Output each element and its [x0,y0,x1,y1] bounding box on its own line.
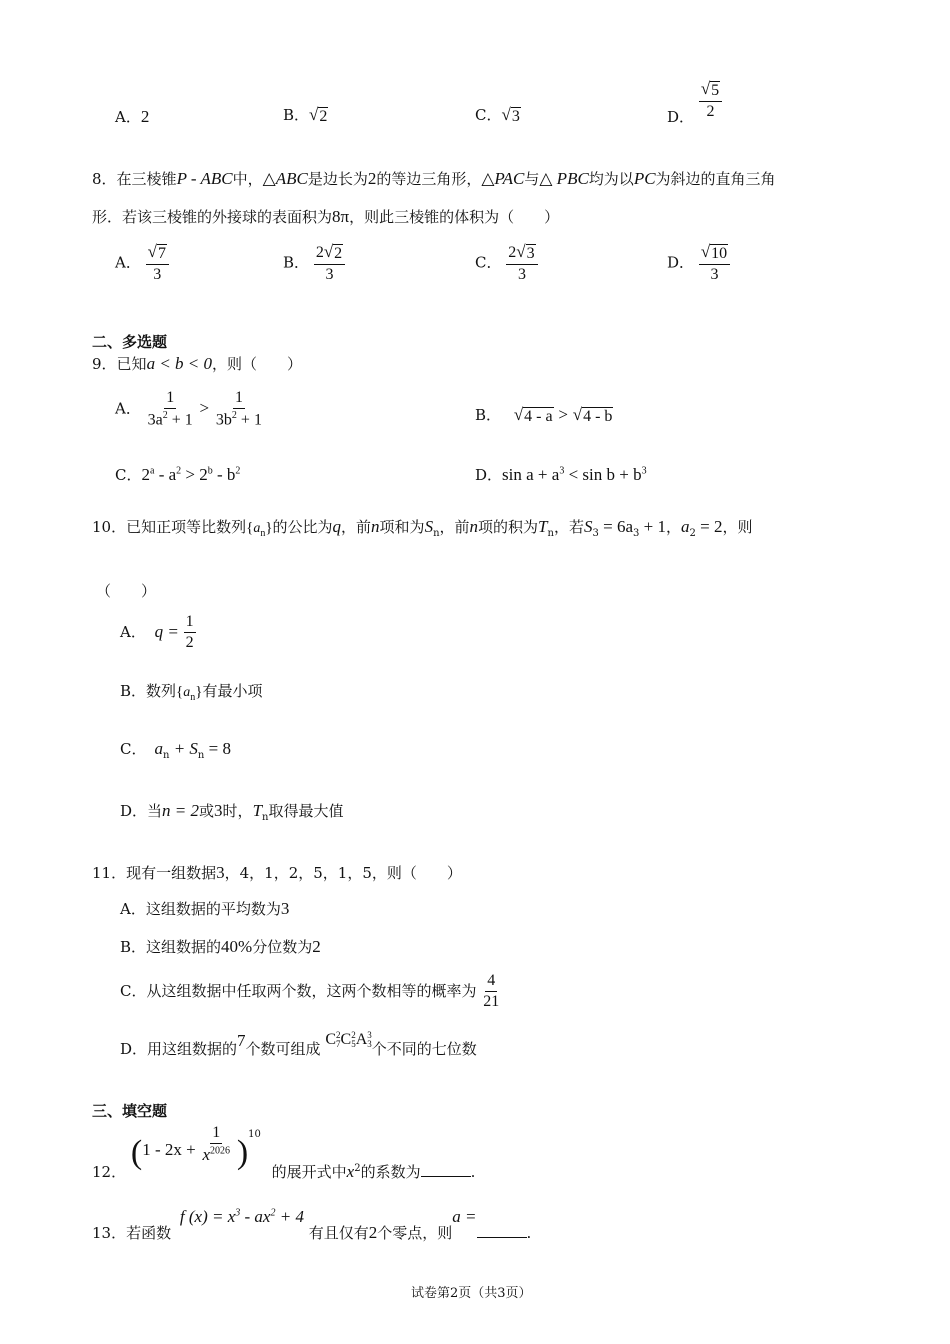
q11-option-a: A．这组数据的平均数为3 [120,899,290,918]
q12-stem: 12． (1 - 2x + $\frac{1}{x^{2026}}$ )$^{10}$ 的展开式中$x^2$的系数为 . [92,1124,476,1181]
q8-option-b: B． 2 √ 2 3 [283,243,345,284]
q9-option-b: B． √ 4 - a > √ 4 - b [475,405,613,425]
q13-answer-blank[interactable] [477,1237,527,1238]
q10-option-c: C． $a_n + S_n = 8$ [120,739,231,761]
q12-answer-blank[interactable] [421,1176,471,1177]
q8-line1: 8．在三棱锥P - ABC中，△ABC是边长为2的等边三角形，△PAC与△ PBC均为以PC为斜边的直角三角 [92,169,776,188]
section-title-fill-in: 三、填空题 [92,1102,168,1120]
q8-line2: 形．若该三棱锥的外接球的表面积为8π，则此三棱锥的体积为（ ） [92,207,560,226]
q8-option-d: D． √ 10 3 [667,243,730,284]
q7-option-b: B． √ 2 [283,105,328,125]
q10-option-b: B．数列$\{a_n\}$有最小项 [120,682,263,703]
q7-option-a: A．2 [115,107,150,126]
q10-stem: 10．已知正项等比数列$\{a_n\}$的公比为q，前n项和为$S_n$，前n项的积为$T_n$，若$S_3 = 6a_3 + 1$，$a_2 = 2$，则 [92,517,753,539]
q10-option-d: D．当n = 2或3时，$T_n$取得最大值 [120,801,344,823]
q11-option-d: D．用这组数据的7个数可组成 C 2 7 C 2 5 A 3 3 个不同的七位数 [120,1030,477,1058]
q13-stem: 13．若函数 f $(x) = x^3 - ax^2 + 4$ 有且仅有2个零点，则a =. [92,1207,532,1242]
q8-option-c: C． 2 √ 3 3 [475,243,538,284]
q9-stem: 9．已知a < b < 0，则（ ） [92,354,303,373]
section-title-multiple-choice: 二、多选题 [92,333,168,351]
q11-stem: 11．现有一组数据3，4，1，2，5，1，5，则（ ） [92,863,462,882]
q8-option-a: A． √ 7 3 [115,243,169,284]
page-footer: 试卷第2页（共3页） [411,1286,532,1301]
q9-option-a: A． $\frac{1}{3a^2 + 1}$ > $\frac{1}{3b^2 + 1}$ [115,389,262,429]
q10-paren: （ ） [96,582,157,600]
q9-option-d: D．$\sin a + a^3 < \sin b + b^3$ [475,465,647,484]
q7-option-d: D． √ 5 2 [667,80,722,121]
q11-option-b: B．这组数据的40%分位数为2 [120,937,321,956]
q9-option-c: C．$2^a - a^2 > 2^b - b^2$ [115,465,241,484]
q11-option-c: C．从这组数据中任取两个数，这两个数相等的概率为 $\frac{4}{21}$ [120,972,500,1011]
q7-option-c: C． √ 3 [475,105,520,125]
q10-option-a: A． q = $\frac{1}{2}$ [120,613,194,652]
